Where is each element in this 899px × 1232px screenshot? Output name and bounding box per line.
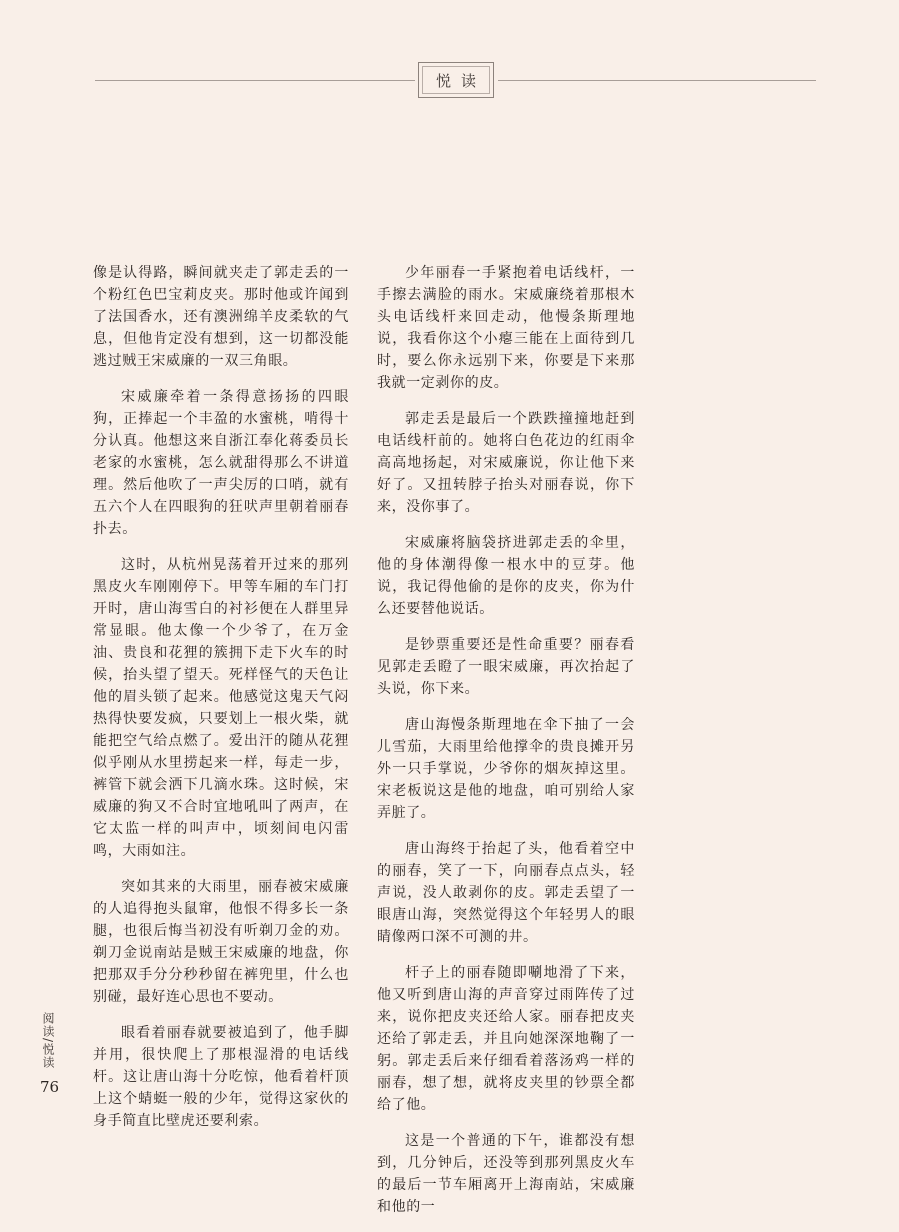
section-header-box [418, 62, 494, 98]
paragraph: 是钞票重要还是性命重要？丽春看见郭走丢瞪了一眼宋威廉，再次抬起了头说，你下来。 [377, 637, 635, 697]
paragraph: 突如其来的大雨里，丽春被宋威廉的人追得抱头鼠窜，他恨不得多长一条腿，也很后悔当初没有听剃刀金的劝。剃刀金说南站是贼王宋威廉的地盘，你把那双手分分秒秒留在裤兜里，什么也别碰，最好连心思也不要动。 [93, 879, 349, 1005]
paragraph: 杆子上的丽春随即唰地滑了下来，他又听到唐山海的声音穿过雨阵传了过来，说你把皮夹还给人家。丽春把皮夹还给了郭走丢，并且向她深深地鞠了一躬。郭走丢后来仔细看着落汤鸡一样的丽春，想了想，就将皮夹里的钞票全都给了他。 [377, 965, 635, 1113]
left-text-column [93, 262, 349, 1146]
paragraph: 眼看着丽春就要被追到了，他手脚并用，很快爬上了那根湿滑的电话线杆。这让唐山海十分吃惊，他看着杆顶上这个蜻蜓一般的少年，觉得这家伙的身手简直比壁虎还要利索。 [93, 1025, 349, 1129]
paragraph: 这是一个普通的下午，谁都没有想到，几分钟后，还没等到那列黑皮火车的最后一节车厢离开上海南站，宋威廉和他的一 [377, 1133, 635, 1215]
paragraph: 少年丽春一手紧抱着电话线杆，一手擦去满脸的雨水。宋威廉绕着那根木头电话线杆来回走动，他慢条斯理地说，我看你这个小瘪三能在上面待到几时，要么你永远别下来，你要是下来那我就一定剥你的皮。 [377, 265, 635, 391]
paragraph: 像是认得路，瞬间就夹走了郭走丢的一个粉红色巴宝莉皮夹。那时他或许闻到了法国香水，还有澳洲绵羊皮柔软的气息，但他肯定没有想到，这一切都没能逃过贼王宋威廉的一双三角眼。 [93, 265, 349, 369]
right-text-column [377, 262, 635, 1232]
paragraph: 唐山海慢条斯理地在伞下抽了一会儿雪茄，大雨里给他撑伞的贵良摊开另外一只手掌说，少爷你的烟灰掉这里。宋老板说这是他的地盘，咱可别给人家弄脏了。 [377, 717, 635, 821]
paragraph: 这时，从杭州晃荡着开过来的那列黑皮火车刚刚停下。甲等车厢的车门打开时，唐山海雪白的衬衫便在人群里异常显眼。他太像一个少爷了，在万金油、贵良和花狸的簇拥下走下火车的时候，抬头望了望天。死样怪气的天色让他的眉头锁了起来。他感觉这鬼天气闷热得快要发疯，只要划上一根火柴，就能把空气给点燃了。爱出汗的随从花狸似乎刚从水里捞起来一样，每走一步，裤管下就会洒下几滴水珠。这时候，宋威廉的狗又不合时宜地吼叫了两声，在它太监一样的叫声中，顷刻间电闪雷鸣，大雨如注。 [93, 557, 349, 859]
section-title: 悦读 [435, 71, 486, 90]
paragraph: 宋威廉将脑袋挤进郭走丢的伞里，他的身体潮得像一根水中的豆芽。他说，我记得他偷的是你的皮夹，你为什么还要替他说话。 [377, 535, 635, 617]
paragraph: 宋威廉牵着一条得意扬扬的四眼狗，正捧起一个丰盈的水蜜桃，啃得十分认真。他想这来自浙江奉化蒋委员长老家的水蜜桃，怎么就甜得那么不讲道理。然后他吹了一声尖厉的口哨，就有五六个人在四眼狗的狂吠声里朝着丽春扑去。 [93, 389, 349, 537]
paragraph: 唐山海终于抬起了头，他看着空中的丽春，笑了一下，向丽春点点头，轻声说，没人敢剥你的皮。郭走丢望了一眼唐山海，突然觉得这个年轻男人的眼睛像两口深不可测的井。 [377, 841, 635, 945]
paragraph: 郭走丢是最后一个跌跌撞撞地赶到电话线杆前的。她将白色花边的红雨伞高高地扬起，对宋威廉说，你让他下来好了。又扭转脖子抬头对丽春说，你下来，没你事了。 [377, 411, 635, 515]
page-number: 76 [40, 1078, 60, 1096]
header-rule-right [498, 80, 816, 81]
header-rule-left [95, 80, 415, 81]
magazine-section-label: 阅读/悦读 [41, 1012, 55, 1070]
